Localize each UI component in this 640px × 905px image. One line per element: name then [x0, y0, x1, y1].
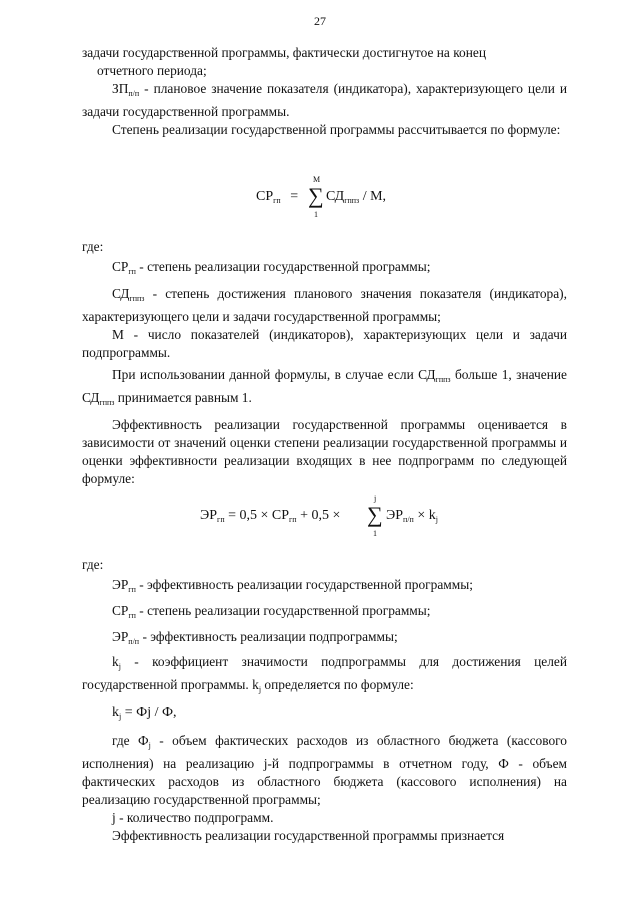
- definition-j: j - количество подпрограмм.: [112, 810, 274, 825]
- definition-cp: $СР_{гп}$ - степень реализации государственной программы;: [112, 259, 431, 276]
- sum-icon: ∑: [308, 183, 324, 208]
- formula-cp-term: $СД_{гппз}$ / М,: [326, 189, 387, 205]
- definition-cp: $СР_{гп}$ - степень реализации государственной программы;: [112, 603, 431, 620]
- definition-erpp: $ЭР_{п/п}$ - эффективность реализации подпрограммы;: [112, 629, 398, 646]
- formula-er: $ЭР_{гп} = 0,5 \times СР_{гп} + 0,5$ ×: [200, 508, 341, 524]
- sum-icon: ∑: [367, 502, 383, 527]
- body-text: [82, 238, 567, 488]
- formula-cp: $СР_{гп}$ =: [256, 189, 299, 205]
- paragraph: Эффективность реализации государственной программы оценивается в зависимости от значений оценки степени реализации государственной программы и оценки эффективности реализации входящих в нее подпрограмм по следующей формуле:: [82, 417, 567, 486]
- body-text: [82, 556, 567, 845]
- definition-er: $ЭР_{гп}$ - эффективность реализации государственной программы;: [112, 577, 473, 594]
- body-text: [82, 44, 567, 139]
- paragraph: При использовании данной формулы, в случае если $СД_{гппз}$ больше 1, значение $СД_{гппз}$ принимается равным 1.: [82, 367, 567, 407]
- paragraph: отчетного периода;: [97, 63, 207, 78]
- formula-k-symbol: k: [112, 705, 119, 720]
- formula-k: [82, 704, 567, 726]
- formula-lower-limit: 1: [314, 210, 318, 219]
- formula-er-term: $ЭР_{п/п} \times k_j$: [386, 508, 438, 524]
- formula-k-rest: = Фj / Ф,: [121, 705, 177, 720]
- paragraph: Степень реализации государственной программы рассчитывается по формуле:: [112, 122, 561, 137]
- paragraph: задачи государственной программы, фактически достигнутое на конец: [82, 45, 486, 60]
- formula-upper-limit: j: [374, 494, 377, 503]
- definition-f: где $Ф_j$ - объем фактических расходов из областного бюджета (кассового исполнения) на реализацию j-й подпрограммы в отчетном году, Ф - объем фактических расходов из областного бюджета (кассового исполнения) на реализацию государственной программы;: [82, 733, 567, 807]
- page-number: 27: [314, 14, 326, 28]
- definition-sd: $СД_{гппз}$ - степень достижения планового значения показателя (индикатора), характеризующего цели и задачи государственной программы;: [82, 286, 567, 324]
- definition-k: $k_j$ - коэффициент значимости подпрограммы для достижения целей государственной программы. $k_j$ определяется по формуле:: [82, 654, 567, 694]
- paragraph: где:: [82, 239, 104, 254]
- paragraph: Эффективность реализации государственной программы признается: [112, 828, 505, 843]
- definition-zp: $ЗП_{п/п}$ - плановое значение показателя (индикатора), характеризующего цели и задачи государственной программы.: [82, 81, 567, 119]
- formula-k-subscript: j: [119, 712, 122, 721]
- definition-m: М - число показателей (индикаторов), характеризующих цели и задачи подпрограммы.: [82, 327, 567, 360]
- formula-lower-limit: 1: [373, 529, 377, 538]
- formula-upper-limit: М: [313, 175, 321, 184]
- paragraph: где:: [82, 557, 104, 572]
